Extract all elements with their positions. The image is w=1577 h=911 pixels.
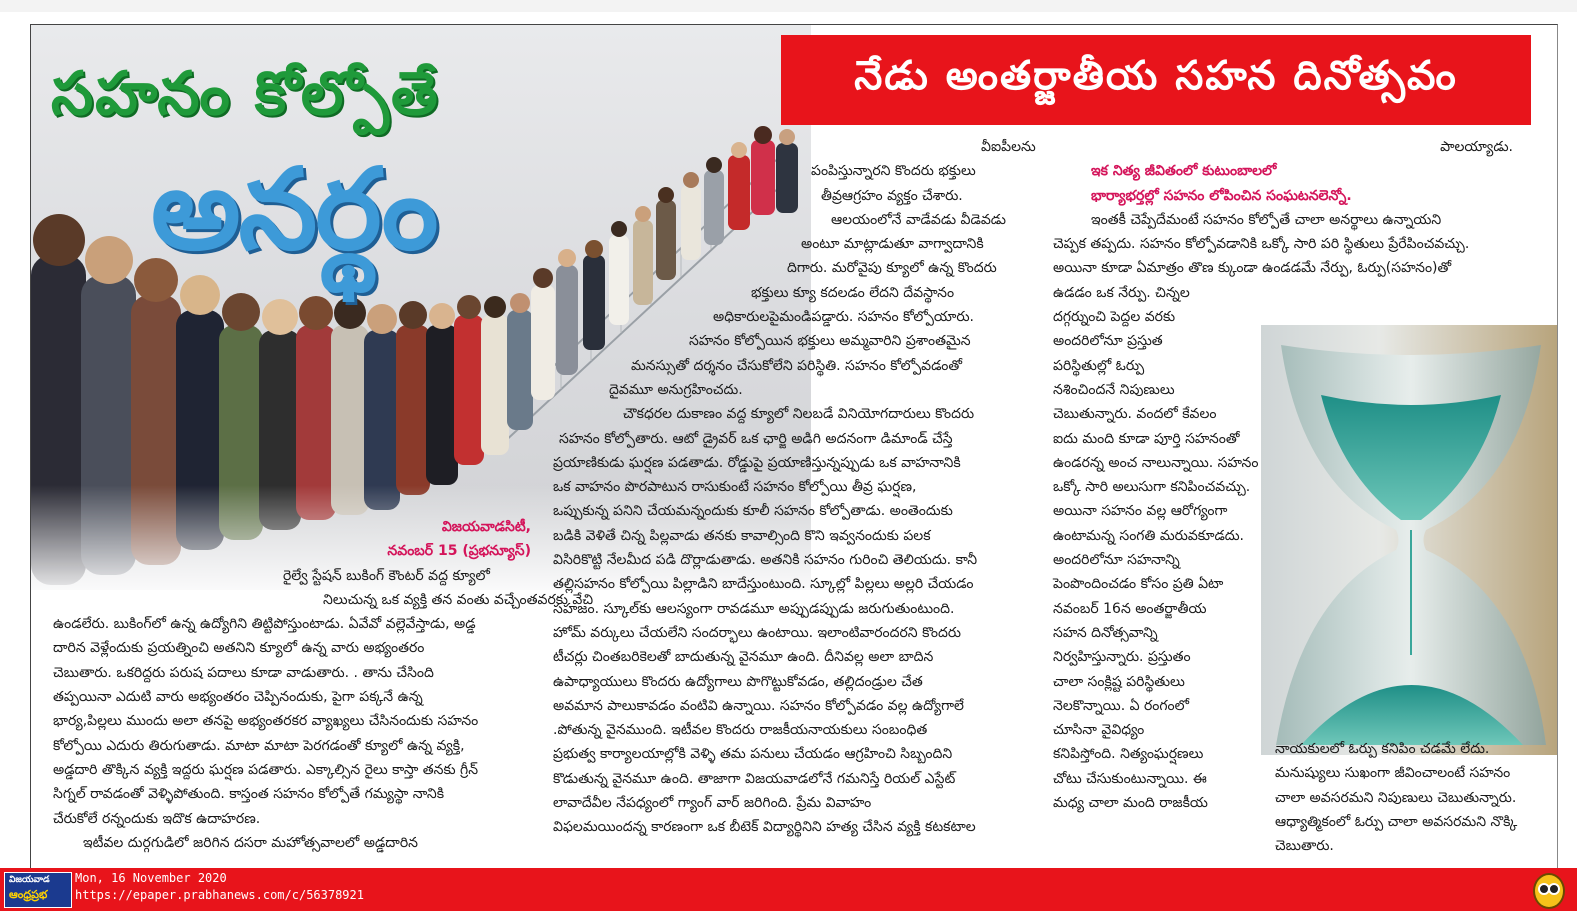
text-line: వీఐపీలను	[981, 139, 1036, 155]
text-line: తప్పయినా ఎదుటి వారు అభ్యంతరం చెప్పినందుకు, పైగా పక్కనే ఉన్న	[53, 689, 423, 706]
text-line: ఒప్పుకున్న పనిని చేయమన్నందుకు కూలీ సహనం కోల్పోతాడు. అంతెందుకు	[553, 503, 953, 520]
text-line: బడికి వెళితే చిన్న పిల్లవాడు తనకు కావాల్సింది కొని ఇవ్వనందుకు పలక	[553, 527, 931, 544]
text-line: ఒక వాహనం పొరపాటున రాసుకుంటే సహనం కోల్పోయి తీవ్ర ఘర్షణ,	[553, 479, 917, 496]
edition-url-link[interactable]: https://epaper.prabhanews.com/c/56378921	[75, 888, 364, 902]
text-line: కనిపిస్తోంది. నిత్యంఘర్షణలు	[1053, 746, 1204, 763]
column-far-right	[1275, 737, 1555, 858]
text-line: నెలకొన్నాయి. ఏ రంగంలో	[1053, 697, 1190, 714]
dateline-city: విజయవాడసిటీ,	[441, 519, 531, 535]
text-line: నిర్వహిస్తున్నారు. ప్రస్తుతం	[1053, 649, 1191, 666]
text-line: ఆధ్యాత్మికంలో ఓర్పు చాలా అవసరమని నొక్కి	[1275, 813, 1518, 830]
logo-name: ఆంధ్రప్రభ	[9, 888, 48, 901]
text-line: దైవమూ అనుగ్రహించదు.	[609, 381, 743, 398]
text-line: కొడుతున్న వైనమూ ఉంది. తాజాగా విజయవాడలోనే గమనిస్తే రియల్ ఎస్టేట్	[553, 770, 956, 787]
red-banner: నేడు అంతర్జాతీయ సహన దినోత్సవం	[781, 35, 1531, 125]
text-line: ఉండలేరు. బుకింగ్‌లో ఉన్న ఉద్యోగిని తిట్టిపోస్తుంటాడు. ఏవేవో వల్లెవేస్తాడు, అడ్డ	[53, 616, 476, 633]
text-line: పెంపొందించడం కోసం ప్రతి ఏటా	[1053, 576, 1224, 593]
text-line: చూసినా వైవిధ్యం	[1053, 722, 1145, 739]
article-frame	[30, 24, 1558, 869]
text-line: విఫలమయిందన్న కారణంగా ఒక బీటెక్ విద్యార్థినిని హత్య చేసిన వ్యక్తి కటకటాల	[553, 819, 976, 836]
text-line: మనుష్యులు సుఖంగా జీవించాలంటే సహనం	[1275, 765, 1511, 782]
text-line: నాయకులలో ఓర్పు కనిపిం చడమే లేదు.	[1275, 741, 1490, 757]
text-line: చాలా అవసరమని నిపుణులు చెబుతున్నారు.	[1275, 789, 1517, 806]
text-line: చేరుకోలే రన్నందుకు ఇదొక ఉదాహరణ.	[53, 810, 261, 827]
owl-icon[interactable]	[1533, 873, 1565, 909]
text-line: లావాదేవీల నేపధ్యంలో గ్యాంగ్ వార్ జరిగింది. ప్రేమ వివాహం	[553, 795, 872, 812]
prabha-logo[interactable]	[4, 872, 72, 908]
text-line: అయినా సహనం వల్ల ఆరోగ్యంగా	[1053, 503, 1228, 520]
text-line: చెబుతారు.	[1275, 838, 1334, 855]
text-line: భక్తులు క్యూ కదలడం లేదని దేవస్థానం	[751, 284, 955, 301]
headline-green: సహనం కోల్పోతే	[51, 59, 440, 129]
text-line: అవమాన పాలుకావడం వంటివి ఉన్నాయి. సహనం కోల్పోవడం వల్ల ఉద్యోగాలే	[553, 697, 964, 714]
text-line: ఐదు మంది కూడా పూర్తి సహనంతో	[1053, 430, 1240, 447]
text-line: ఆలయంలోనే వాడేవడు వీడెవడు	[831, 211, 1006, 228]
edition-date: Mon, 16 November 2020	[75, 871, 227, 885]
text-line: అందరిలోనూ సహనాన్ని	[1053, 552, 1180, 569]
headline-blue: అనర్థం	[151, 145, 437, 275]
subhead-line-1: ఇక నిత్య జీవితంలో కుటుంబాలలో	[1091, 163, 1277, 180]
text-line: ప్రభుత్వ కార్యాలయాల్లోకి వెళ్ళి తమ పనులు చేయడం ఆగ్రహించి సిబ్బందిని	[553, 746, 953, 763]
text-line: పంపిస్తున్నారని కొందరు భక్తులు	[811, 163, 976, 180]
text-line: నిలుచున్న ఒక వ్యక్తి తన వంతు వచ్చేంతవరకు వేచి	[323, 591, 594, 608]
text-line: అధికారులపైమండిపడ్డారు. సహనం కోల్పోయారు.	[713, 309, 975, 326]
text-line: కోల్పోయి ఎదురు తిరుగుతాడు. మాటా మాటా పెరగడంతో క్యూలో ఉన్న వ్యక్తి,	[53, 737, 465, 754]
column-lead	[53, 515, 594, 855]
text-line: మధ్య చాలా మంది రాజకీయ	[1053, 795, 1208, 812]
text-line: నవంబర్ 16న అంతర్జాతీయ	[1053, 600, 1207, 617]
text-line: ఉడడం ఒక నేర్పు. చిన్నల	[1053, 284, 1190, 301]
text-line: పరిస్థితుల్లో ఓర్పు	[1053, 357, 1145, 374]
text-line: చౌకధరల దుకాణం వద్ద క్యూలో నిలబడే వినియోగదారులు కొందరు	[623, 406, 975, 423]
text-line: విసిరికొట్టి నేలమీద పడి దొర్లాడుతాడు. అతనికి సహనం గురించి తెలియదు. కానీ	[553, 552, 978, 569]
text-line: ఇంతకీ చెప్పేదేమంటే సహనం కోల్పోతే చాలా అనర్థాలు ఉన్నాయని	[1091, 211, 1442, 228]
text-line: అడ్డదారి తొక్కిన వ్యక్తి ఇద్దరు ఘర్షణ పడతారు. ఎక్కాల్సిన రైలు కాస్తా తనకు గ్రీన్	[53, 761, 479, 778]
text-line: అంటూ మాట్లాడుతూ వాగ్వాదానికి	[801, 236, 984, 253]
text-line: టీచర్లు చింతబరికెలతో బాదుతున్న వైనమూ ఉంది. దీనివల్ల అలా బాదిన	[553, 649, 934, 666]
text-line: హోమ్ వర్కులు చేయలేని సందర్భాలు ఉంటాయి. ఇలాంటివారందరని కొందరు	[553, 624, 962, 641]
text-line: దారిన వెళ్లేందుకు ప్రయత్నించి అతనిని క్యూలో ఉన్న వారు అభ్యంతరం	[53, 640, 425, 657]
text-line: ప్రయాణికుడు ఘర్షణ పడతాడు. రోడ్డుపై ప్రయాణిస్తున్నప్పుడు ఒక వాహనానికి	[553, 454, 961, 471]
dateline-date: నవంబర్ 15 (ప్రభన్యూస్)	[387, 543, 531, 560]
text-line: సహజం. స్కూల్‌కు ఆలస్యంగా రావడమూ అప్పుడప్పుడు జరుగుతుంటుంది.	[553, 600, 955, 617]
text-line: చోటు చేసుకుంటున్నాయి. ఈ	[1053, 770, 1207, 787]
text-line: పాలయ్యాడు.	[1440, 139, 1513, 155]
text-line: చెబుతున్నారు. వందలో కేవలం	[1053, 406, 1217, 423]
text-line: రైల్వే స్టేషన్ బుకింగ్ కౌంటర్ వద్ద క్యూలో	[283, 567, 490, 584]
text-line: సహనం కోల్పోయిన భక్తులు అమ్మవారిని ప్రశాంతమైన	[689, 333, 971, 350]
text-line: చాలా సంక్లిష్ట పరిస్థితులు	[1053, 673, 1185, 690]
owl-eye-right	[1548, 883, 1560, 895]
logo-city: విజయవాడ	[9, 875, 50, 885]
text-line: సిగ్నల్ రావడంతో వెళ్ళిపోతుంది. కాస్తంత సహనం కోల్పోతే గమ్యస్థా నానికి	[53, 786, 445, 803]
subhead-line-2: భార్యాభర్తల్లో సహనం లోపించిన సంఘటనలెన్నో.	[1091, 187, 1352, 204]
text-line: తీవ్రఆగ్రహం వ్యక్తం చేశారు.	[821, 187, 963, 204]
text-line: ఉండరన్న అంచ నాలున్నాయి. సహనం	[1053, 454, 1259, 471]
top-strip	[0, 0, 1577, 12]
text-line: ఒక్కో సారి అలుసుగా కనిపించవచ్చు.	[1053, 479, 1251, 496]
text-line: అందరిలోనూ ప్రస్తుత	[1053, 333, 1163, 350]
column-middle	[553, 135, 1036, 840]
text-line: ఉంటామన్న సంగతి మరువకూడదు.	[1053, 527, 1244, 544]
text-line: అయినా కూడా ఏమాత్రం తొణ క్కుండా ఉండడమే నేర్పు, ఓర్పు(సహనం)తో	[1053, 260, 1452, 277]
text-line: తల్లిసహనం కోల్పోయి పిల్లాడిని బాదేస్తుంటుంది. స్కూల్లో పిల్లలు అల్లరి చేయడం	[553, 576, 974, 593]
text-line: చెబుతారు. ఒకరిద్దరు పరుష పదాలు కూడా వాడుతారు. . తాను చేసింది	[53, 664, 434, 681]
text-line: ఉపాధ్యాయులు కొందరు ఉద్యోగాలు పొగొట్టుకోవడం, తల్లిదండ్రుల చేత	[553, 673, 923, 690]
text-line: దగ్గర్నుంచి పెద్దల వరకు	[1053, 309, 1176, 326]
text-line: ఇటీవల దుర్గగుడిలో జరిగిన దసరా మహోత్సవాలలో అడ్డదారిన	[83, 834, 418, 851]
text-line: భార్య,పిల్లలు ముందు అలా తనపై అభ్యంతరకర వ్యాఖ్యలు చేసినందుకు సహనం	[53, 713, 479, 730]
text-line: సహనం కోల్పోతారు. ఆటో డ్రైవర్ ఒక ఛార్జి అడిగి అదనంగా డిమాండ్ చేస్తే	[559, 430, 953, 447]
text-line: సహన దినోత్సవాన్ని	[1053, 624, 1158, 641]
text-line: దిగారు. మరోవైపు క్యూలో ఉన్న కొందరు	[787, 260, 997, 277]
text-line: .పోతున్న వైనముంది. ఇటీవల కొందరు రాజకీయనాయకులు సంబంధిత	[553, 722, 928, 739]
text-line: నశించిందనే నిపుణులు	[1053, 381, 1175, 398]
text-line: మనస్సుతో దర్శనం చేసుకోలేని పరిస్థితి. సహనం కోల్పోవడంతో	[631, 357, 963, 374]
text-line: చెప్పక తప్పదు. సహనం కోల్పోవడానికి ఒక్కో సారి పరి స్థితులు ప్రేరేపించవచ్చు.	[1053, 236, 1470, 253]
footer-bar	[0, 868, 1577, 911]
column-right	[1053, 135, 1533, 815]
